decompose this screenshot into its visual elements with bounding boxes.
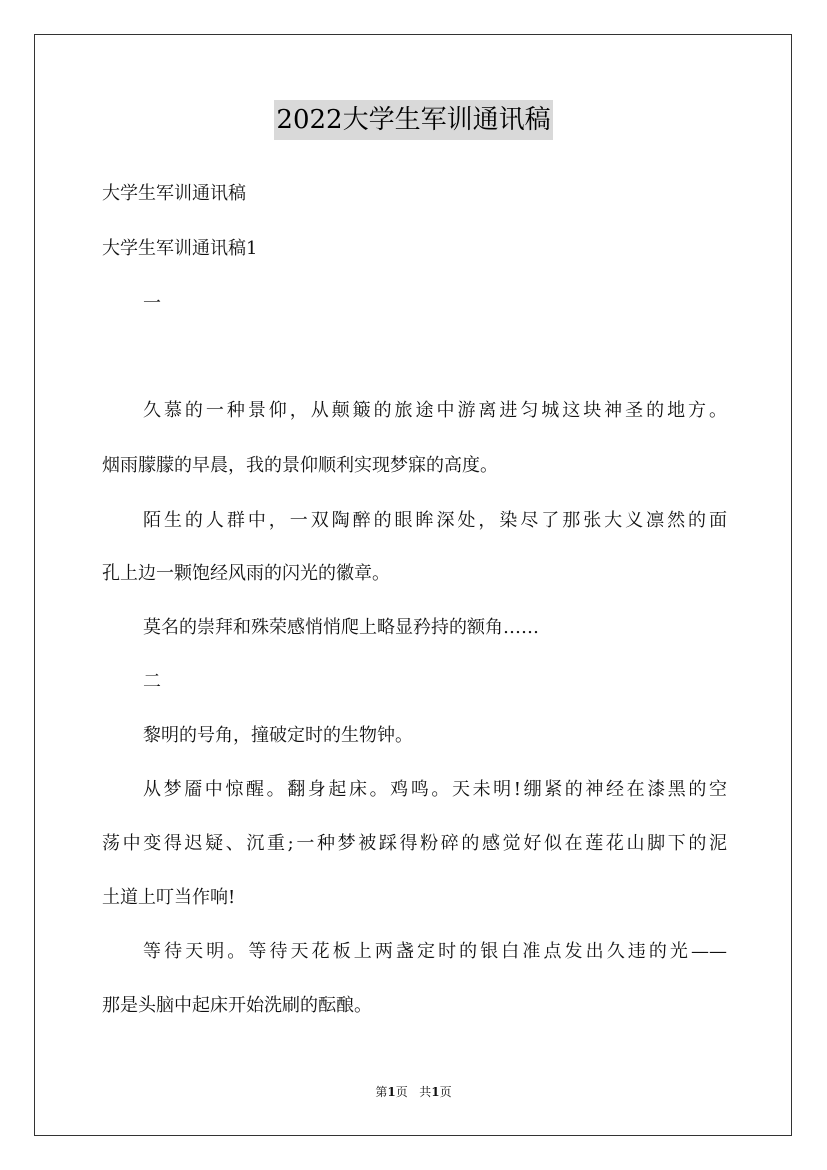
- paragraph-6-line-2: 那是头脑中起床开始洗刷的酝酿。: [102, 995, 372, 1016]
- footer-total-pages: 1: [431, 1085, 440, 1099]
- footer-page-prefix: 第: [375, 1085, 388, 1099]
- paragraph-1-line-2: 烟雨朦朦的早晨，我的景仰顺利实现梦寐的高度。: [102, 455, 498, 476]
- paragraph-5-line-3: 土道上叮当作响!: [102, 887, 236, 908]
- document-title: 2022大学生军训通讯稿: [274, 100, 552, 140]
- paragraph-6-line-1: 等待天明。等待天花板上两盏定时的银白准点发出久违的光——: [143, 941, 727, 962]
- title-container: [0, 100, 827, 140]
- paragraph-2-line-2: 孔上边一颗饱经风雨的闪光的徽章。: [102, 563, 390, 584]
- paragraph-5-line-2: 荡中变得迟疑、沉重;一种梦被踩得粉碎的感觉好似在莲花山脚下的泥: [102, 833, 727, 854]
- footer-total-suffix: 页: [439, 1085, 452, 1099]
- footer-page-number: 1: [387, 1085, 396, 1099]
- footer-total-prefix: 共: [419, 1085, 432, 1099]
- page-footer: [0, 1084, 827, 1100]
- footer-page-suffix: 页: [395, 1085, 408, 1099]
- paragraph-1-line-1: 久慕的一种景仰，从颠簸的旅途中游离进匀城这块神圣的地方。: [143, 400, 727, 421]
- part-two-marker: 二: [143, 671, 161, 692]
- subtitle: 大学生军训通讯稿: [102, 183, 246, 204]
- paragraph-5-line-1: 从梦靥中惊醒。翻身起床。鸡鸣。天未明!绷紧的神经在漆黑的空: [143, 779, 727, 800]
- section-title: 大学生军训通讯稿1: [102, 238, 258, 259]
- paragraph-4-line-1: 黎明的号角，撞破定时的生物钟。: [143, 725, 413, 746]
- part-one-marker: 一: [143, 293, 161, 314]
- paragraph-3-line-1: 莫名的崇拜和殊荣感悄悄爬上略显矜持的额角……: [143, 617, 539, 638]
- paragraph-2-line-1: 陌生的人群中，一双陶醉的眼眸深处，染尽了那张大义凛然的面: [143, 510, 727, 531]
